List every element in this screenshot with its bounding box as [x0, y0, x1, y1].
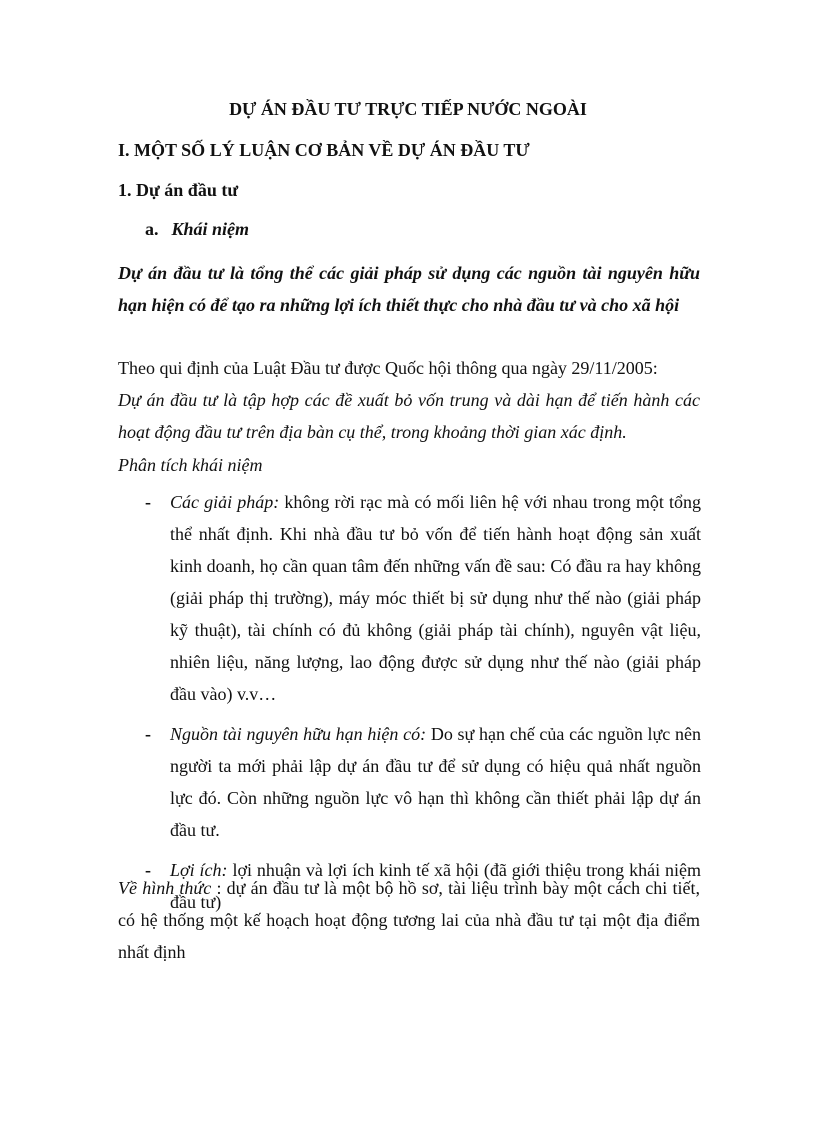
bullet-dash: -	[145, 724, 151, 744]
bullet-term: Lợi ích:	[170, 860, 228, 880]
bullet-text: không rời rạc mà có mối liên hệ với nhau trong một tổng thể nhất định. Khi nhà đầu tư bỏ vốn để tiến hành hoạt động sản xuất kinh doanh, họ cần quan tâm đến những vấn đề sau: Có đầu ra hay không (giải pháp thị trường), máy móc thiết bị sử dụng như thế nào (giải pháp kỹ thuật), tài chính có đủ không (giải pháp tài chính), nguyên vật liệu, nhiên liệu, năng lượng, lao động được sử dụng như thế nào (giải pháp đầu vào) v.v…	[170, 492, 701, 704]
bullet-dash: -	[145, 492, 151, 512]
document-title: DỰ ÁN ĐẦU TƯ TRỰC TIẾP NƯỚC NGOÀI	[229, 99, 587, 119]
bullet-term: Nguồn tài nguyên hữu hạn hiện có:	[170, 724, 427, 744]
bullet-text: lợi nhuận và lợi ích kinh tế xã hội (đã giới thiệu trong khái niệm đầu tư)	[170, 860, 701, 912]
analysis-heading: Phân tích khái niệm	[118, 455, 263, 475]
bullet-term: Các giải pháp:	[170, 492, 280, 512]
subsubsection-heading	[145, 219, 249, 240]
list-item	[145, 486, 701, 710]
form-term: Về hình thức	[118, 878, 212, 898]
definition-paragraph: Dự án đầu tư là tổng thể các giải pháp sử dụng các nguồn tài nguyên hữu hạn hiện có để tạo ra những lợi ích thiết thực cho nhà đầu tư và cho xã hội	[118, 263, 700, 315]
analysis-list	[145, 486, 701, 926]
law-intro: Theo qui định của Luật Đầu tư được Quốc hội thông qua ngày 29/11/2005:	[118, 358, 658, 378]
subsubsection-marker: a.	[145, 219, 159, 239]
bullet-dash: -	[145, 860, 151, 880]
form-paragraph	[118, 872, 700, 968]
list-item	[145, 718, 701, 846]
section-heading: I. MỘT SỐ LÝ LUẬN CƠ BẢN VỀ DỰ ÁN ĐẦU TƯ	[118, 140, 530, 160]
subsubsection-label: Khái niệm	[171, 219, 250, 239]
bullet-text: Do sự hạn chế của các nguồn lực nên người ta mới phải lập dự án đầu tư để sử dụng có hiệu quả nhất nguồn lực đó. Còn những nguồn lực vô hạn thì không cần thiết phải lập dự án đầu tư.	[170, 724, 701, 840]
subsection-heading: 1. Dự án đầu tư	[118, 180, 239, 200]
form-text: : dự án đầu tư là một bộ hồ sơ, tài liệu trình bày một cách chi tiết, có hệ thống một kế hoạch hoạt động tương lai của nhà đầu tư tại một địa điểm nhất định	[118, 878, 701, 962]
law-paragraph	[118, 352, 700, 448]
law-quote: Dự án đầu tư là tập hợp các đề xuất bỏ vốn trung và dài hạn để tiến hành các hoạt động đầu tư trên địa bàn cụ thể, trong khoảng thời gian xác định.	[118, 390, 700, 442]
